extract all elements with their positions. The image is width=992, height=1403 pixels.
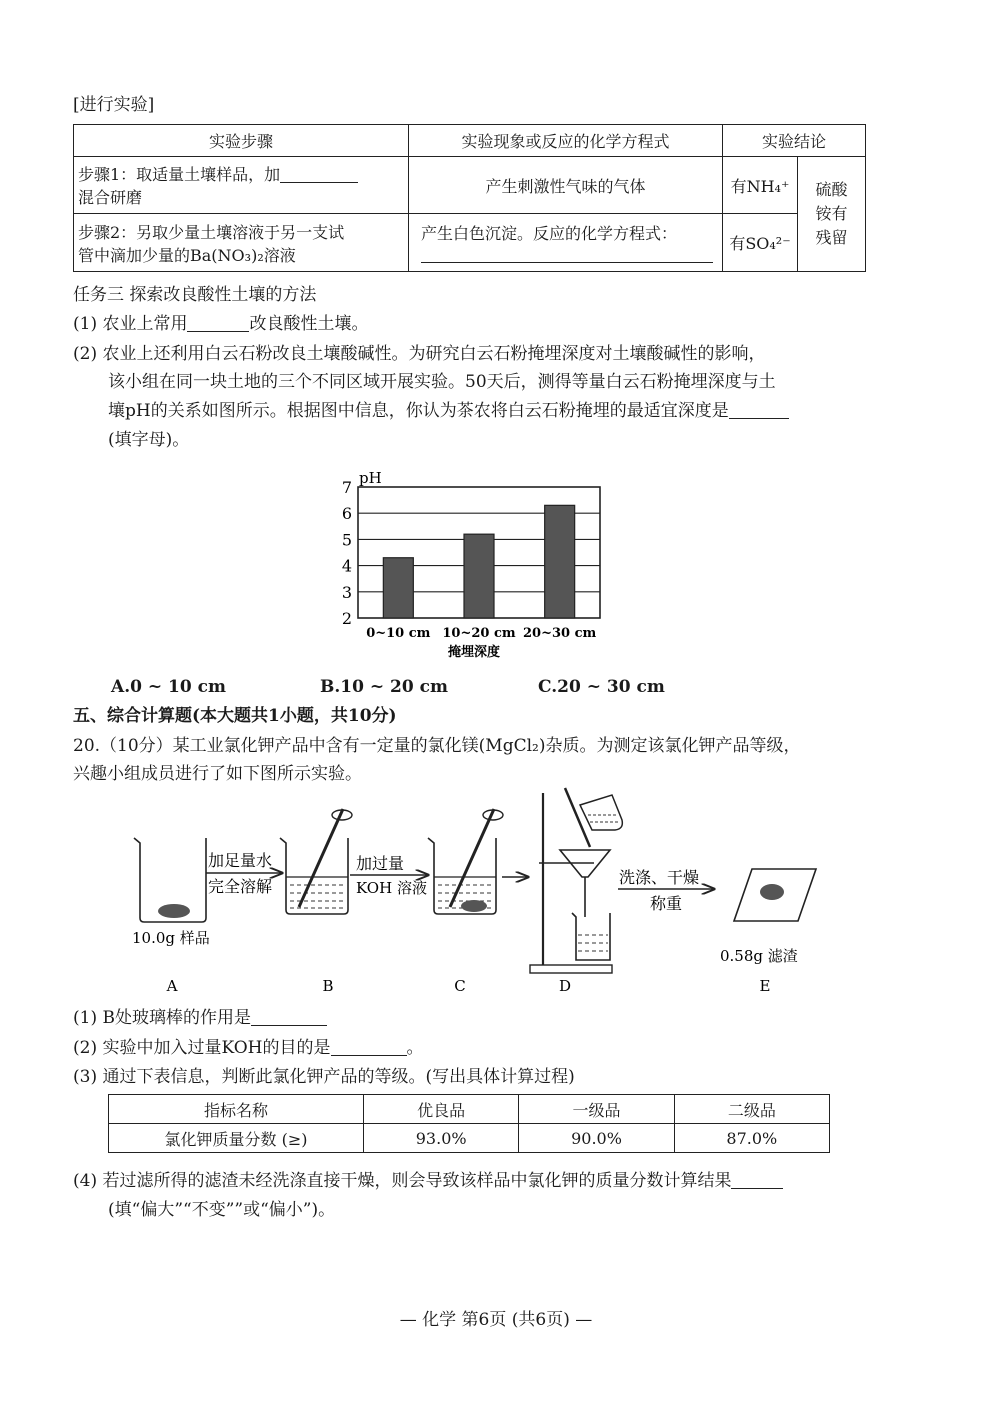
- step1-conclusion: 有NH₄⁺: [723, 157, 798, 214]
- table-header: 二级品: [674, 1095, 829, 1124]
- sub-question-2: [73, 1035, 424, 1061]
- x-axis-label: 掩埋深度: [447, 645, 501, 660]
- bar: [464, 534, 494, 618]
- table-cell: 87.0%: [674, 1124, 829, 1153]
- y-tick-label: 2: [341, 609, 352, 628]
- question-1: [73, 311, 368, 337]
- answer-blank[interactable]: [251, 1007, 327, 1026]
- table-header: 实验现象或反应的化学方程式: [409, 125, 723, 157]
- filtration-apparatus: [530, 788, 622, 973]
- answer-blank[interactable]: [280, 164, 358, 183]
- apparatus-diagram: [110, 785, 850, 1000]
- sample-label: 10.0g 样品: [132, 929, 210, 947]
- x-tick-label: 20~30 cm: [523, 626, 597, 641]
- bar: [545, 505, 575, 618]
- answer-blank[interactable]: [187, 313, 249, 332]
- step2-phenomenon: 产生白色沉淀。反应的化学方程式：: [421, 224, 678, 243]
- question-text: 改良酸性土壤。: [249, 314, 369, 334]
- beaker-c: [428, 809, 503, 914]
- step2-conclusion: 有SO₄²⁻: [723, 214, 798, 272]
- conclusion-line: 铵有: [815, 204, 848, 223]
- step2-text: 管中滴加少量的Ba(NO₃)₂溶液: [78, 245, 296, 265]
- y-tick-label: 7: [341, 478, 352, 497]
- table-header: 实验结论: [723, 125, 866, 157]
- beaker-a: [134, 838, 206, 922]
- sub-question-1: [73, 1005, 327, 1031]
- arrow2-label: 加过量: [356, 854, 405, 873]
- bar: [383, 558, 413, 618]
- figure-letter: E: [759, 977, 771, 995]
- page-footer: — 化学 第6页 (共6页) —: [399, 1310, 593, 1330]
- arrow4-label: 称重: [650, 894, 683, 913]
- answer-blank[interactable]: [729, 400, 789, 419]
- sub-question-3: (3) 通过下表信息，判断此氯化钾产品的等级。(写出具体计算过程): [73, 1067, 575, 1087]
- question-2-line: 该小组在同一块土地的三个不同区域开展实验。50天后，测得等量白云石粉掩埋深度与土: [108, 372, 776, 392]
- table-cell: 氯化钾质量分数 (≥): [109, 1124, 364, 1153]
- bar-chart: [330, 462, 630, 667]
- question-2-line: (填字母)。: [108, 430, 190, 450]
- part-title: 五、综合计算题(本大题共1小题，共10分): [73, 706, 397, 726]
- arrow1-label: 加足量水: [208, 851, 273, 870]
- conclusion-line: 硫酸: [815, 180, 848, 199]
- final-conclusion: [798, 157, 866, 272]
- question-2-line: (2) 农业上还利用白云石粉改良土壤酸碱性。为研究白云石粉掩埋深度对土壤酸碱性的影响，: [73, 344, 766, 364]
- answer-blank[interactable]: [331, 1037, 407, 1056]
- question-text: 。: [406, 1038, 424, 1058]
- task-title: 任务三 探索改良酸性土壤的方法: [73, 285, 317, 305]
- conclusion-line: 残留: [815, 228, 848, 247]
- beaker-b: [280, 809, 352, 914]
- experiment-table: [73, 124, 866, 272]
- table-header: 优良品: [364, 1095, 519, 1124]
- glass-rod: [299, 809, 343, 907]
- question-20-line: 20.（10分）某工业氯化钾产品中含有一定量的氯化镁(MgCl₂)杂质。为测定该氯化钾产品等级，: [73, 736, 801, 756]
- option-b: B.10 ~ 20 cm: [320, 677, 448, 697]
- x-tick-label: 10~20 cm: [442, 626, 516, 641]
- step1-text: 步骤1：取适量土壤样品，加: [78, 165, 281, 184]
- arrow2-label: KOH 溶液: [356, 879, 427, 897]
- table-cell: 93.0%: [364, 1124, 519, 1153]
- step2-phenomenon-cell: [409, 214, 723, 272]
- sub-question-4: [73, 1168, 783, 1194]
- step1-cell: [74, 157, 409, 214]
- step1-phenomenon: 产生刺激性气味的气体: [409, 157, 723, 214]
- y-axis-label: pH: [359, 469, 382, 487]
- option-a: A.0 ~ 10 cm: [111, 677, 226, 697]
- option-c: C.20 ~ 30 cm: [538, 677, 665, 697]
- arrow1-label: 完全溶解: [208, 877, 273, 896]
- grade-table: [108, 1094, 830, 1153]
- figure-letter: C: [454, 977, 466, 995]
- answer-blank[interactable]: [731, 1170, 783, 1189]
- question-text: (4) 若过滤所得的滤渣未经洗涤直接干燥，则会导致该样品中氯化钾的质量分数计算结果: [73, 1171, 732, 1191]
- residue-label: 0.58g 滤渣: [720, 947, 798, 965]
- table-header: 实验步骤: [74, 125, 409, 157]
- y-tick-label: 4: [341, 556, 352, 576]
- y-tick-label: 3: [341, 582, 352, 602]
- step2-cell: [74, 214, 409, 272]
- figure-letter: D: [558, 977, 572, 995]
- question-text: (2) 实验中加入过量KOH的目的是: [73, 1038, 331, 1058]
- figure-letter: B: [322, 977, 334, 995]
- question-2-line: [108, 398, 789, 424]
- x-tick-label: 0~10 cm: [366, 626, 431, 641]
- section-title: [进行实验]: [73, 95, 155, 115]
- y-tick-label: 5: [341, 530, 352, 550]
- table-cell: 90.0%: [519, 1124, 674, 1153]
- y-tick-label: 6: [341, 504, 352, 524]
- sub-question-4-line2: (填“偏大”“不变””或“偏小”)。: [108, 1200, 336, 1220]
- answer-blank[interactable]: [421, 244, 713, 263]
- table-header: 一级品: [519, 1095, 674, 1124]
- arrow4-label: 洗涤、干燥: [619, 868, 700, 887]
- question-20-line: 兴趣小组成员进行了如下图所示实验。: [73, 764, 362, 784]
- question-text: (1) 农业上常用: [73, 314, 188, 334]
- filter-paper: [734, 869, 816, 921]
- step2-text: 步骤2：另取少量土壤溶液于另一支试: [78, 222, 345, 242]
- figure-letter: A: [166, 977, 178, 995]
- step1-text: 混合研磨: [78, 188, 143, 207]
- question-text: 壤pH的关系如图所示。根据图中信息，你认为茶农将白云石粉掩埋的最适宜深度是: [108, 401, 729, 421]
- question-text: (1) B处玻璃棒的作用是: [73, 1008, 251, 1028]
- glass-rod: [450, 809, 494, 907]
- table-header: 指标名称: [109, 1095, 364, 1124]
